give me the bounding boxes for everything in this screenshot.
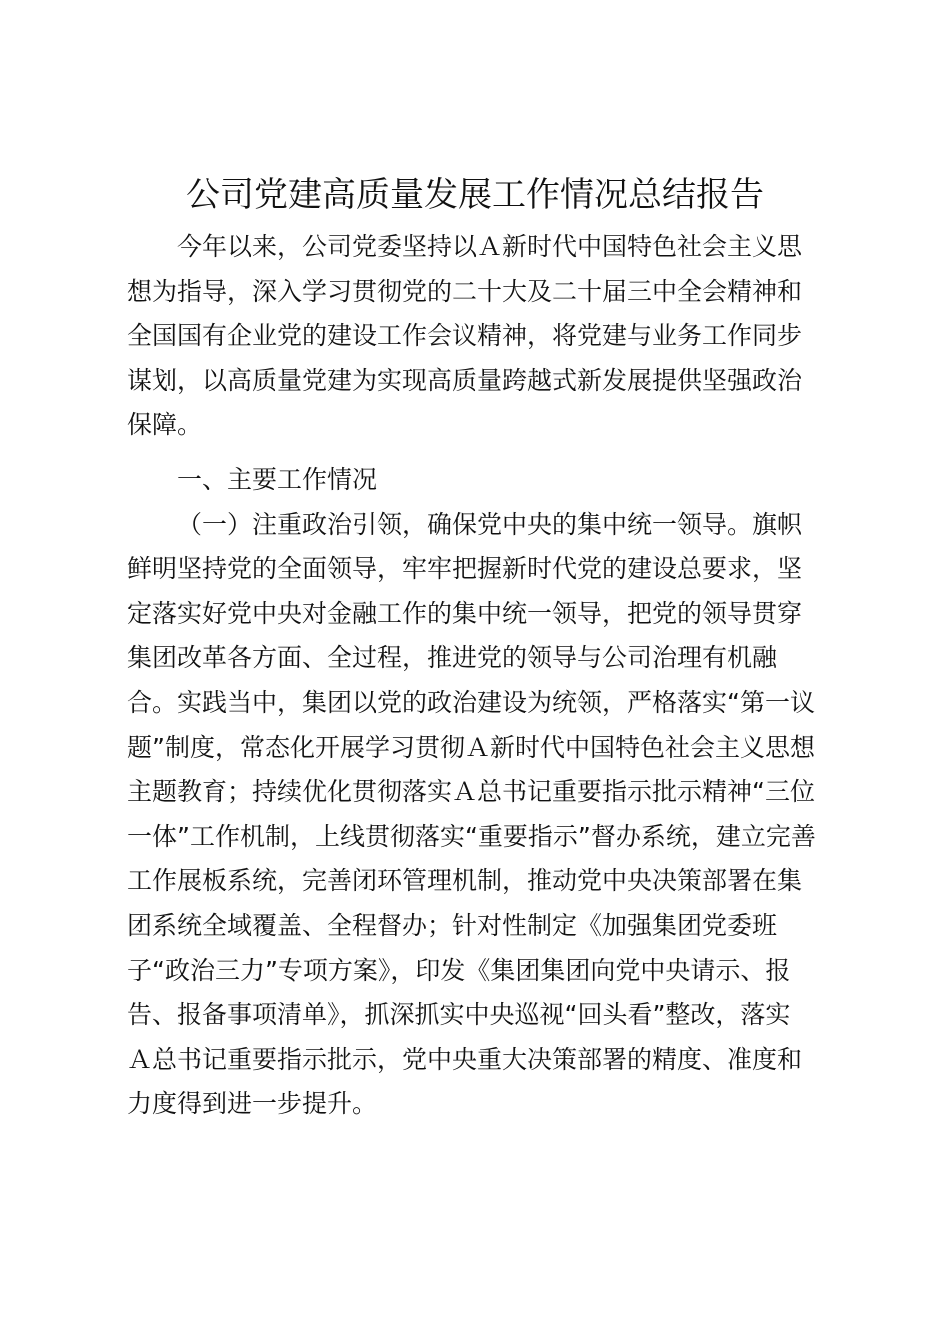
text-line: 谋划，以高质量党建为实现高质量跨越式新发展提供坚强政治 xyxy=(127,365,803,395)
paragraph-political-leadership xyxy=(127,503,833,1127)
text-line: 集团改革各方面、全过程，推进党的领导与公司治理有机融 xyxy=(127,643,778,673)
text-line: Ａ总书记重要指示批示，党中央重大决策部署的精度、准度和 xyxy=(127,1044,803,1074)
text-line: 力度得到进一步提升。 xyxy=(127,1089,378,1119)
text-line: 保障。 xyxy=(127,410,203,440)
text-line: （一）注重政治引领，确保党中央的集中统一领导。旗帜 xyxy=(177,509,803,539)
heading-main-work: 一、主要工作情况 xyxy=(177,464,378,494)
text-line: 团系统全域覆盖、全程督办；针对性制定《加强集团党委班 xyxy=(127,910,778,940)
text-line: 告、报备事项清单》，抓深抓实中央巡视“回头看”整改，落实 xyxy=(127,1000,791,1030)
text-line: 鲜明坚持党的全面领导，牢牢把握新时代党的建设总要求，坚 xyxy=(127,554,803,584)
text-line: 全国国有企业党的建设工作会议精神，将党建与业务工作同步 xyxy=(127,321,803,351)
text-line: 主题教育；持续优化贯彻落实Ａ总书记重要指示批示精神“三位 xyxy=(127,777,815,807)
text-line: 一体”工作机制，上线贯彻落实“重要指示”督办系统，建立完善 xyxy=(127,821,816,851)
text-line: 想为指导，深入学习贯彻党的二十大及二十届三中全会精神和 xyxy=(127,276,803,306)
paragraph-spacer xyxy=(127,448,833,458)
text-line: 定落实好党中央对金融工作的集中统一领导，把党的领导贯穿 xyxy=(127,598,803,628)
paragraph-intro xyxy=(127,225,833,448)
section-heading xyxy=(127,458,833,503)
text-line: 合。实践当中，集团以党的政治建设为统领，严格落实“第一议 xyxy=(127,687,815,717)
text-line: 今年以来，公司党委坚持以Ａ新时代中国特色社会主义思 xyxy=(177,232,803,261)
document-title: 公司党建高质量发展工作情况总结报告 xyxy=(186,175,764,215)
text-line: 工作展板系统，完善闭环管理机制，推动党中央决策部署在集 xyxy=(127,866,803,896)
document-body xyxy=(127,225,833,1127)
text-line: 子“政治三力”专项方案》，印发《集团集团向党中央请示、报 xyxy=(127,955,791,985)
text-line: 题”制度，常态化开展学习贯彻Ａ新时代中国特色社会主义思想 xyxy=(127,732,815,762)
